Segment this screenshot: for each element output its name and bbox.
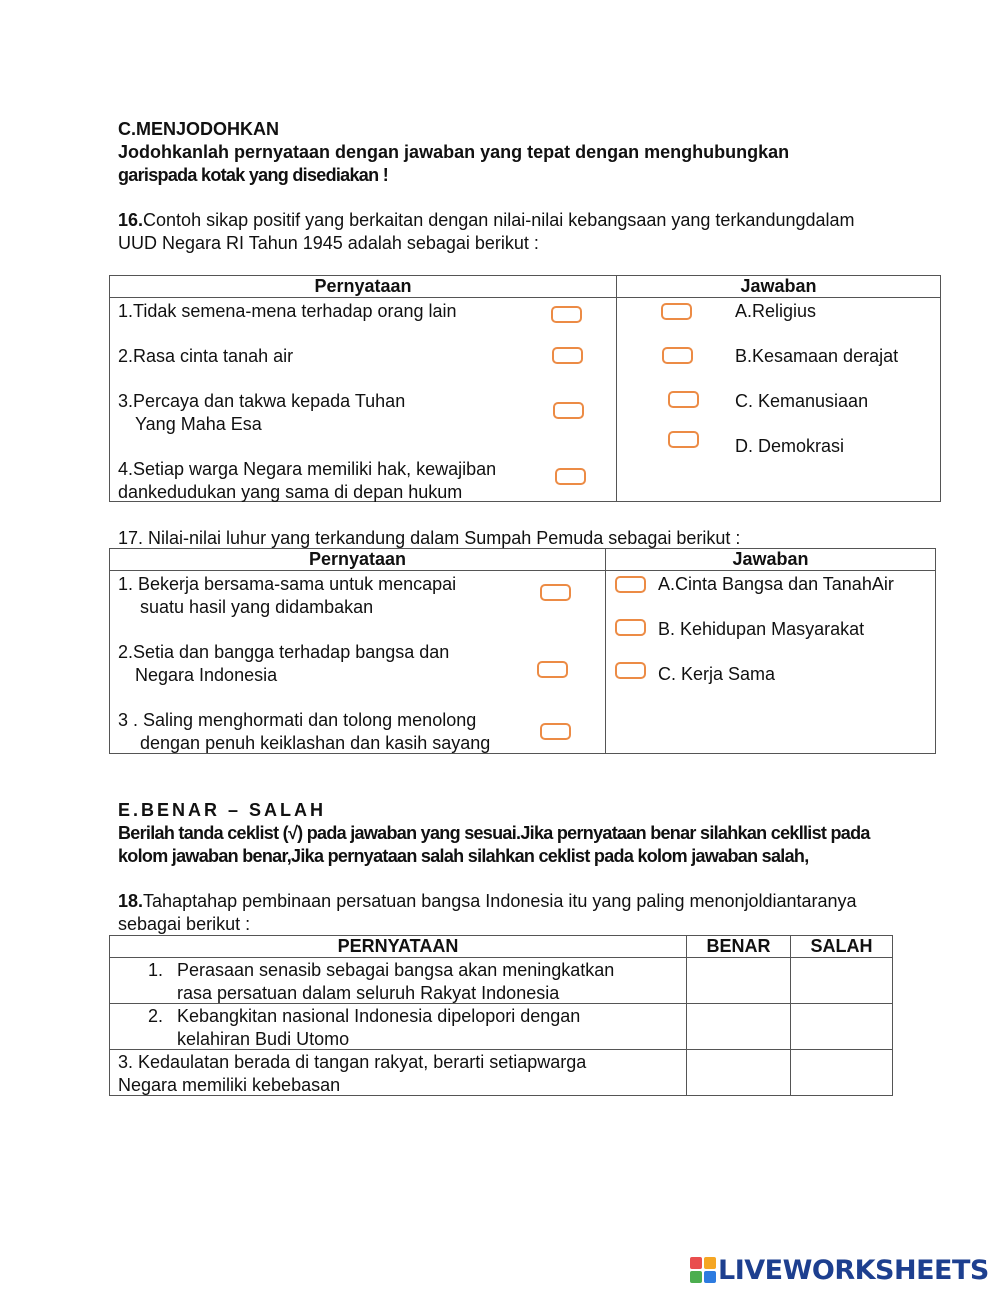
q17-statement-1-connector[interactable] [540, 584, 571, 601]
liveworksheets-logo-icon [690, 1257, 716, 1283]
q18-text: Tahaptahap pembinaan persatuan bangsa Indonesia itu yang paling menonjoldiantaranya [143, 891, 857, 911]
q18-row-1-num: 1. [148, 960, 164, 980]
logo-square-green [690, 1271, 702, 1283]
q16-text: Contoh sikap positif yang berkaitan dengan nilai-nilai kebangsaan yang terkandungdalam [143, 210, 855, 230]
q16-header-statement: Pernyataan [110, 276, 617, 298]
q17-answer-a: A.Cinta Bangsa dan TanahAir [658, 574, 894, 594]
q16-answer-d-connector[interactable] [668, 431, 699, 448]
q17-statement-3-connector[interactable] [540, 723, 571, 740]
section-c-instruction-line2: garispada kotak yang disediakan ! [118, 165, 389, 185]
q16-text-line1 [118, 209, 855, 231]
q18-row-2-line2: kelahiran Budi Utomo [177, 1029, 350, 1049]
q16-answer-b: B.Kesamaan derajat [735, 346, 899, 366]
q17-answer-a-connector[interactable] [615, 576, 646, 593]
q17-statement-1-cont: suatu hasil yang didambakan [140, 597, 374, 617]
q18-row-2-num: 2. [148, 1006, 164, 1026]
liveworksheets-logo[interactable] [690, 1255, 989, 1285]
section-e-instruction-line1: Berilah tanda ceklist (√) pada jawaban yang sesuai.Jika pernyataan benar silahkan cekllist pada [118, 823, 870, 843]
q18-row-1-statement [110, 958, 687, 1004]
logo-square-blue [704, 1271, 716, 1283]
q16-statement-4-connector[interactable] [555, 468, 586, 485]
q17-answer-cell [606, 571, 936, 754]
table-row [110, 1004, 893, 1050]
q16-answer-c-connector[interactable] [668, 391, 699, 408]
q17-statement-2-cont: Negara Indonesia [135, 665, 278, 685]
q16-header-answer: Jawaban [617, 276, 941, 298]
logo-square-orange [704, 1257, 716, 1269]
q18-true-false-table [109, 935, 893, 1096]
q18-row-1-true-cell[interactable] [687, 958, 791, 1004]
q16-statement-4: 4.Setiap warga Negara memiliki hak, kewajiban [118, 459, 497, 479]
q16-statement-4-cont: dankedudukan yang sama di depan hukum [118, 482, 463, 502]
q16-statement-2: 2.Rasa cinta tanah air [118, 346, 294, 366]
q16-statement-cell [110, 298, 617, 502]
q16-statement-3: 3.Percaya dan takwa kepada Tuhan [118, 391, 406, 411]
q17-header-answer: Jawaban [606, 549, 936, 571]
q16-answer-cell [617, 298, 941, 502]
q17-statement-2-connector[interactable] [537, 661, 568, 678]
q16-answer-a-connector[interactable] [661, 303, 692, 320]
q16-text-line2: UUD Negara RI Tahun 1945 adalah sebagai berikut : [118, 233, 539, 253]
q16-answer-a: A.Religius [735, 301, 817, 321]
q18-header-statement: PERNYATAAN [110, 936, 687, 958]
q17-answer-b: B. Kehidupan Masyarakat [658, 619, 865, 639]
section-e-instruction-line2: kolom jawaban benar,Jika pernyataan salah silahkan ceklist pada kolom jawaban salah, [118, 846, 809, 866]
q18-row-2-line1: Kebangkitan nasional Indonesia dipelopori dengan [177, 1006, 581, 1026]
q16-number: 16. [118, 210, 144, 230]
q18-number: 18. [118, 891, 144, 911]
section-e-title: E.BENAR – SALAH [118, 800, 327, 820]
q18-header-true: BENAR [687, 936, 791, 958]
q18-row-1-line2: rasa persatuan dalam seluruh Rakyat Indonesia [177, 983, 560, 1003]
liveworksheets-brand-text: LIVEWORKSHEETS [718, 1254, 989, 1286]
q17-header-statement: Pernyataan [110, 549, 606, 571]
section-c-instruction-line1: Jodohkanlah pernyataan dengan jawaban yang tepat dengan menghubungkan [118, 142, 790, 162]
q18-row-3-false-cell[interactable] [791, 1050, 893, 1096]
q17-text: 17. Nilai-nilai luhur yang terkandung dalam Sumpah Pemuda sebagai berikut : [118, 528, 741, 548]
q17-statement-cell [110, 571, 606, 754]
q18-header-false: SALAH [791, 936, 893, 958]
q17-statement-2: 2.Setia dan bangga terhadap bangsa dan [118, 642, 450, 662]
q16-statement-1-connector[interactable] [551, 306, 582, 323]
q18-row-1-false-cell[interactable] [791, 958, 893, 1004]
q16-matching-table [109, 275, 941, 502]
table-row [110, 1050, 893, 1096]
q17-statement-1: 1. Bekerja bersama-sama untuk mencapai [118, 574, 457, 594]
q18-row-3-line2: Negara memiliki kebebasan [118, 1075, 341, 1095]
logo-square-red [690, 1257, 702, 1269]
section-c-title: C.MENJODOHKAN [118, 119, 280, 139]
q17-answer-c: C. Kerja Sama [658, 664, 776, 684]
q16-statement-2-connector[interactable] [552, 347, 583, 364]
q18-row-1-line1: Perasaan senasib sebagai bangsa akan meningkatkan [177, 960, 615, 980]
q18-row-2-statement [110, 1004, 687, 1050]
q16-statement-1: 1.Tidak semena-mena terhadap orang lain [118, 301, 457, 321]
q18-text-line2: sebagai berikut : [118, 914, 251, 934]
q18-row-2-false-cell[interactable] [791, 1004, 893, 1050]
table-row [110, 958, 893, 1004]
q16-answer-d: D. Demokrasi [735, 436, 845, 456]
q18-row-3-statement [110, 1050, 687, 1096]
q17-statement-3-cont: dengan penuh keiklashan dan kasih sayang [140, 733, 491, 753]
q18-text-line1 [118, 890, 857, 912]
q16-statement-3-connector[interactable] [553, 402, 584, 419]
q18-row-2-true-cell[interactable] [687, 1004, 791, 1050]
q16-statement-3-cont: Yang Maha Esa [135, 414, 262, 434]
q17-answer-b-connector[interactable] [615, 619, 646, 636]
q18-row-3-line1: 3. Kedaulatan berada di tangan rakyat, berarti setiapwarga [118, 1052, 587, 1072]
q17-matching-table [109, 548, 936, 754]
q17-answer-c-connector[interactable] [615, 662, 646, 679]
q16-answer-b-connector[interactable] [662, 347, 693, 364]
q16-answer-c: C. Kemanusiaan [735, 391, 869, 411]
q18-row-3-true-cell[interactable] [687, 1050, 791, 1096]
q17-statement-3: 3 . Saling menghormati dan tolong menolong [118, 710, 477, 730]
